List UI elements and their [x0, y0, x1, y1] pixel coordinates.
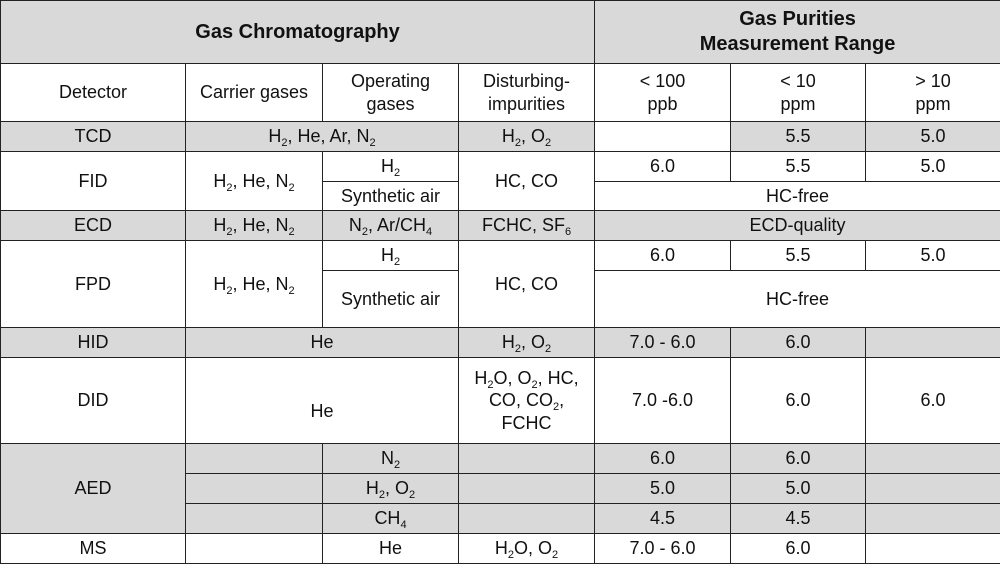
column-operating-line1: Operating	[327, 70, 454, 93]
column-range1-line2: ppb	[599, 93, 726, 116]
aed-range1-2: 5.0	[595, 474, 731, 504]
tcd-carrier-operating: $H_2$, He, Ar, $N_2$	[186, 122, 459, 152]
ms-disturbing: $H_2O$, $O_2$	[459, 534, 595, 564]
aed-range2-3: 4.5	[731, 504, 866, 534]
detector-did: DID	[1, 358, 186, 444]
aed-operating-3: $CH_4$	[323, 504, 459, 534]
fpd-disturbing: HC, CO	[459, 241, 595, 328]
hid-disturbing: $H_2$, $O_2$	[459, 328, 595, 358]
did-range1: 7.0 -6.0	[595, 358, 731, 444]
aed-range2-1: 6.0	[731, 444, 866, 474]
ecd-carrier: $H_2$, He, $N_2$	[186, 211, 323, 241]
ms-range2: 6.0	[731, 534, 866, 564]
column-range2-line1: < 10	[735, 70, 861, 93]
column-range-lt100ppb	[595, 64, 731, 122]
column-disturbing-line2: impurities	[463, 93, 590, 116]
did-carrier-text: He	[310, 401, 333, 421]
table-row-ecd	[1, 211, 1000, 241]
column-range3-line1: > 10	[870, 70, 996, 93]
table-row-ms	[1, 534, 1000, 564]
detector-hid: HID	[1, 328, 186, 358]
fid-range3: 5.0	[866, 152, 1000, 182]
column-carrier-gases: Carrier gases	[186, 64, 323, 122]
tcd-range1	[595, 122, 731, 152]
column-detector: Detector	[1, 64, 186, 122]
did-range3: 6.0	[866, 358, 1000, 444]
aed-carrier-2	[186, 474, 323, 504]
aed-range2-2: 5.0	[731, 474, 866, 504]
fid-range-hc-free: HC-free	[595, 182, 1000, 211]
fpd-range1: 6.0	[595, 241, 731, 271]
aed-operating-1: $N_2$	[323, 444, 459, 474]
column-range-lt10ppm	[731, 64, 866, 122]
aed-range3-3	[866, 504, 1000, 534]
ecd-operating: $N_2$, $Ar/CH_4$	[323, 211, 459, 241]
aed-range1-3: 4.5	[595, 504, 731, 534]
aed-disturbing-1	[459, 444, 595, 474]
ms-range3	[866, 534, 1000, 564]
column-range-gt10ppm	[866, 64, 1000, 122]
measurement-range-header-line2: Measurement Range	[599, 32, 996, 57]
column-range2-line2: ppm	[735, 93, 861, 116]
fpd-operating-2: Synthetic air	[323, 271, 459, 328]
hid-carrier-operating: He	[186, 328, 459, 358]
aed-disturbing-2	[459, 474, 595, 504]
tcd-range2: 5.5	[731, 122, 866, 152]
hid-range3	[866, 328, 1000, 358]
column-operating-gases	[323, 64, 459, 122]
column-range3-line2: ppm	[870, 93, 996, 116]
did-range2: 6.0	[731, 358, 866, 444]
fid-operating-1: $H_2$	[323, 152, 459, 182]
aed-carrier-3	[186, 504, 323, 534]
measurement-range-header	[595, 1, 1000, 64]
ms-operating: He	[323, 534, 459, 564]
fid-range2: 5.5	[731, 152, 866, 182]
table-row-hid	[1, 328, 1000, 358]
detector-tcd: TCD	[1, 122, 186, 152]
gas-chromatography-header: Gas Chromatography	[1, 1, 595, 64]
aed-disturbing-3	[459, 504, 595, 534]
detector-fpd: FPD	[1, 241, 186, 328]
tcd-range3: 5.0	[866, 122, 1000, 152]
aed-range1-1: 6.0	[595, 444, 731, 474]
did-carrier-operating	[186, 358, 459, 444]
fid-range1: 6.0	[595, 152, 731, 182]
fpd-range-hc-free: HC-free	[595, 271, 1000, 328]
detector-ecd: ECD	[1, 211, 186, 241]
fid-carrier: $H_2$, He, $N_2$	[186, 152, 323, 211]
fid-operating-2: Synthetic air	[323, 182, 459, 211]
aed-carrier-1	[186, 444, 323, 474]
aed-operating-2: $H_2$, $O_2$	[323, 474, 459, 504]
detector-ms: MS	[1, 534, 186, 564]
table-row-did	[1, 358, 1000, 444]
fpd-range2: 5.5	[731, 241, 866, 271]
column-disturbing-line1: Disturbing-	[463, 70, 590, 93]
hid-range1: 7.0 - 6.0	[595, 328, 731, 358]
aed-range3-2	[866, 474, 1000, 504]
ecd-range: ECD-quality	[595, 211, 1000, 241]
table-row-fpd	[1, 241, 1000, 271]
detector-fid: FID	[1, 152, 186, 211]
tcd-disturbing: $H_2$, $O_2$	[459, 122, 595, 152]
column-operating-line2: gases	[327, 93, 454, 116]
ms-carrier	[186, 534, 323, 564]
column-range1-line1: < 100	[599, 70, 726, 93]
measurement-range-header-line1: Gas Purities	[599, 7, 996, 32]
column-disturbing-impurities	[459, 64, 595, 122]
did-disturbing-line2: CO, $CO_2$, FCHC	[463, 389, 590, 434]
fid-disturbing: HC, CO	[459, 152, 595, 211]
did-disturbing-line1: $H_2O$, $O_2$, HC,	[463, 367, 590, 390]
detector-aed: AED	[1, 444, 186, 534]
fpd-carrier: $H_2$, He, $N_2$	[186, 241, 323, 328]
did-disturbing	[459, 358, 595, 444]
ecd-disturbing: FCHC, $SF_6$	[459, 211, 595, 241]
aed-range3-1	[866, 444, 1000, 474]
table-row-fid	[1, 152, 1000, 182]
title-row	[1, 1, 1000, 64]
ms-range1: 7.0 - 6.0	[595, 534, 731, 564]
table-row-tcd	[1, 122, 1000, 152]
fpd-range3: 5.0	[866, 241, 1000, 271]
table-row-aed-1	[1, 444, 1000, 474]
fpd-operating-1: $H_2$	[323, 241, 459, 271]
hid-range2: 6.0	[731, 328, 866, 358]
column-header-row	[1, 64, 1000, 122]
